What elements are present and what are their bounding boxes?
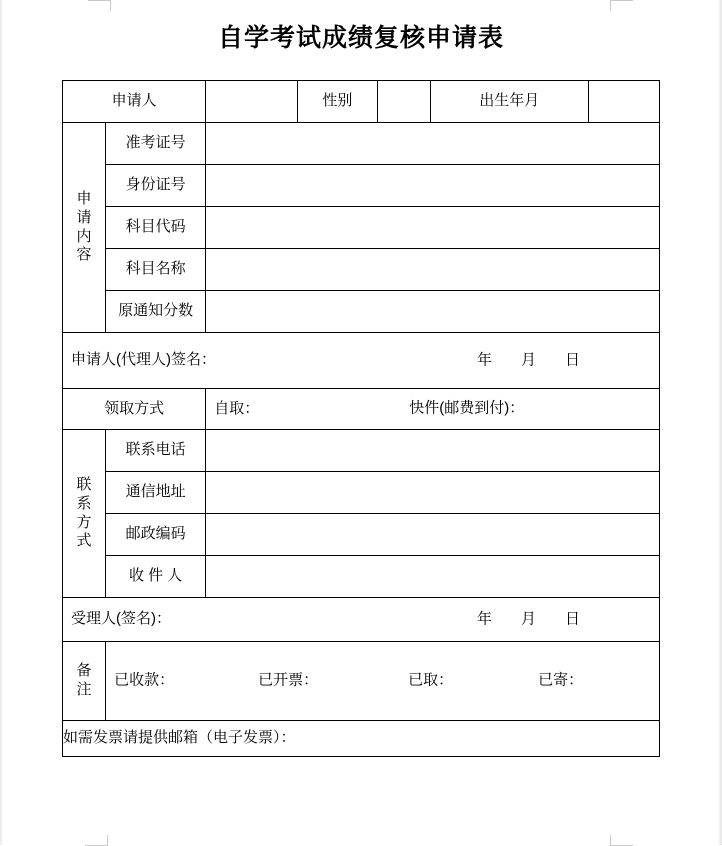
field-exam-ticket-no[interactable] xyxy=(206,123,660,165)
crop-mark-bottom-right xyxy=(610,835,633,846)
table-row-original-score xyxy=(63,291,660,333)
crop-mark-top-right xyxy=(610,0,633,11)
label-birth-date: 出生年月 xyxy=(430,81,588,123)
cell-handler-signature[interactable] xyxy=(63,598,660,642)
page-title: 自学考试成绩复核申请表 xyxy=(217,24,504,52)
label-day: 日 xyxy=(565,351,582,369)
remark-option-collected[interactable]: 已取： xyxy=(408,671,454,689)
table-row-pickup-method xyxy=(63,389,660,430)
section-label-char: 申 xyxy=(76,190,92,207)
section-label-contact xyxy=(63,430,106,598)
option-express-pickup[interactable]: 快件(邮费到付)： xyxy=(409,399,525,417)
section-label-char: 容 xyxy=(76,246,92,264)
label-applicant: 申请人 xyxy=(63,81,206,123)
date-placeholder-applicant xyxy=(477,351,609,370)
field-invoice-email-note[interactable]: 如需发票请提供邮箱（电子发票）： xyxy=(63,721,660,757)
label-month: 月 xyxy=(521,610,538,628)
crop-mark-bottom-left xyxy=(85,835,108,846)
table-row-subject-name xyxy=(63,249,660,291)
label-subject-name: 科目名称 xyxy=(106,249,206,291)
section-label-char: 备 xyxy=(76,662,92,680)
table-row-applicant xyxy=(63,81,660,123)
page-edge-shadow-right xyxy=(718,0,722,845)
section-label-char: 方 xyxy=(76,513,92,531)
date-placeholder-handler xyxy=(477,610,609,629)
table-row-handler-signature xyxy=(63,598,660,642)
label-recipient: 收 件 人 xyxy=(106,556,206,598)
table-row-contact-phone xyxy=(63,430,660,472)
label-gender: 性别 xyxy=(298,81,377,123)
field-original-score[interactable] xyxy=(206,291,660,333)
field-birth-date[interactable] xyxy=(588,81,659,123)
label-exam-ticket-no: 准考证号 xyxy=(106,123,206,165)
field-contact-phone[interactable] xyxy=(206,430,660,472)
label-subject-code: 科目代码 xyxy=(106,207,206,249)
label-year: 年 xyxy=(477,351,494,369)
option-self-pickup[interactable]: 自取： xyxy=(214,399,260,417)
section-label-char: 系 xyxy=(76,494,92,512)
field-gender[interactable] xyxy=(377,81,430,123)
field-postal-code[interactable] xyxy=(206,514,660,556)
label-day: 日 xyxy=(565,610,582,628)
label-original-score: 原通知分数 xyxy=(106,291,206,333)
label-pickup-method: 领取方式 xyxy=(63,389,206,430)
crop-mark-top-left xyxy=(88,0,111,11)
application-form-table xyxy=(62,80,660,757)
field-applicant-name[interactable] xyxy=(206,81,298,123)
label-year: 年 xyxy=(477,610,494,628)
table-row-remarks xyxy=(63,642,660,721)
section-label-char: 注 xyxy=(76,681,92,698)
field-subject-code[interactable] xyxy=(206,207,660,249)
cell-applicant-signature[interactable] xyxy=(63,333,660,389)
table-row-invoice-note xyxy=(63,721,660,757)
table-row-applicant-signature xyxy=(63,333,660,389)
label-month: 月 xyxy=(521,351,538,369)
table-row-subject-code xyxy=(63,207,660,249)
page-edge-shadow-left xyxy=(0,0,3,845)
field-recipient[interactable] xyxy=(206,556,660,598)
table-row-postal-code xyxy=(63,514,660,556)
table-row-exam-ticket-no xyxy=(63,123,660,165)
remark-option-paid[interactable]: 已收款： xyxy=(114,671,175,689)
field-subject-name[interactable] xyxy=(206,249,660,291)
cell-pickup-options[interactable] xyxy=(206,389,660,430)
cell-remark-options[interactable] xyxy=(106,642,660,721)
label-handler-signature: 受理人(签名)： xyxy=(71,610,171,628)
section-label-char: 式 xyxy=(76,532,92,550)
table-row-mailing-address xyxy=(63,472,660,514)
section-label-char: 请 xyxy=(76,208,92,226)
section-label-application-content xyxy=(63,123,106,333)
label-mailing-address: 通信地址 xyxy=(106,472,206,514)
label-applicant-signature: 申请人(代理人)签名： xyxy=(71,351,216,369)
label-id-card-no: 身份证号 xyxy=(106,165,206,207)
label-postal-code: 邮政编码 xyxy=(106,514,206,556)
table-row-id-card-no xyxy=(63,165,660,207)
field-id-card-no[interactable] xyxy=(206,165,660,207)
section-label-char: 联 xyxy=(76,476,92,493)
remark-option-invoiced[interactable]: 已开票： xyxy=(258,671,319,689)
table-row-recipient xyxy=(63,556,660,598)
section-label-char: 内 xyxy=(76,227,92,245)
field-mailing-address[interactable] xyxy=(206,472,660,514)
remark-option-mailed[interactable]: 已寄： xyxy=(538,671,584,689)
section-label-remarks xyxy=(63,642,106,721)
label-contact-phone: 联系电话 xyxy=(106,430,206,472)
